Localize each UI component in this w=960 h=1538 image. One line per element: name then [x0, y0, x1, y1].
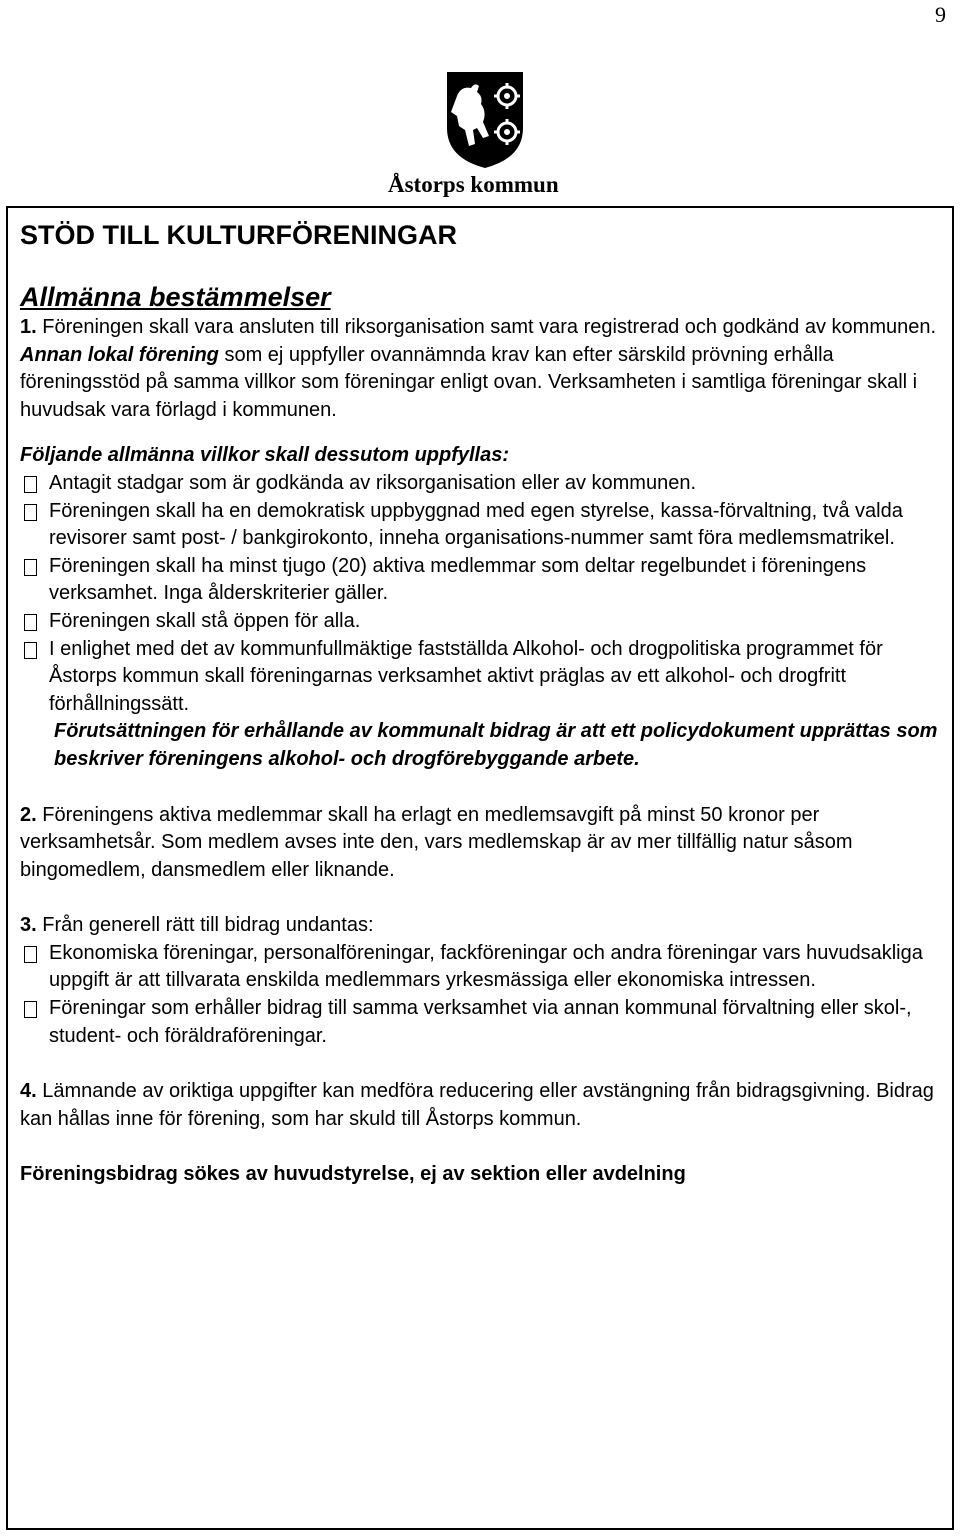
- document-title: STÖD TILL KULTURFÖRENINGAR: [20, 220, 457, 250]
- bullet-box-icon: [24, 614, 37, 631]
- bullet-box-icon: [24, 504, 37, 521]
- document-body: [20, 314, 940, 1189]
- conditions-heading: Följande allmänna villkor skall dessutom uppfyllas:: [20, 444, 510, 467]
- list-item: I enlighet med det av kommunfullmäktige fastställda Alkohol- och drogpolitiska programmet för Åstorps kommun skall föreningarnas verksamhet aktivt präglas av ett alkohol- och drogfritt förhållningssätt.: [20, 636, 940, 719]
- paragraph-number: 3.: [20, 914, 37, 937]
- paragraph-number: 1.: [20, 316, 37, 338]
- list-item: Föreningar som erhåller bidrag till samma verksamhet via annan kommunal förvaltning eller skol-, student- och föräldraföreningar.: [20, 995, 940, 1050]
- bullet-box-icon: [24, 559, 37, 576]
- municipal-crest-icon: [443, 70, 527, 170]
- bullet-box-icon: [24, 946, 37, 963]
- paragraph-number: 2.: [20, 803, 37, 826]
- bullet-box-icon: [24, 476, 37, 493]
- bullet-box-icon: [24, 1001, 37, 1018]
- bullet-box-icon: [24, 642, 37, 659]
- paragraph-2: 2. Föreningens aktiva medlemmar skall ha erlagt en medlemsavgift på minst 50 kronor per verksamhetsår. Som medlem avses inte den, vars medlemskap är av mer tillfällig natur såsom bingomedlem, dansmedlem eller liknande.: [20, 803, 853, 881]
- paragraph-3: 3. Från generell rätt till bidrag undantas:: [20, 914, 374, 937]
- final-note: Föreningsbidrag sökes av huvudstyrelse, ej av sektion eller avdelning: [20, 1163, 686, 1186]
- emphasis: Annan lokal förening: [20, 343, 219, 366]
- list-item: Ekonomiska föreningar, personalföreningar, fackföreningar och andra föreningar vars huvudsakliga uppgift är att tillvarata enskilda medlemmars yrkesmässiga eller ekonomiska intressen.: [20, 940, 940, 995]
- section-heading: Allmänna bestämmelser: [20, 282, 331, 312]
- list-item: Föreningen skall stå öppen för alla.: [20, 608, 940, 636]
- paragraph-number: 4.: [20, 1080, 37, 1103]
- paragraph-1: 1. Föreningen skall vara ansluten till riksorganisation samt vara registrerad och godkänd av kommunen. Annan lokal förening som ej uppfyller ovannämnda krav kan efter särskild prövning erhålla föreningsstöd på samma villkor som föreningar enligt ovan. Verksamheten i samtliga föreningar skall i huvudsak vara förlagd i kommunen.: [20, 316, 937, 421]
- policy-note: Förutsättningen för erhållande av kommunalt bidrag är att ett policydokument upprättas som beskriver föreningens alkohol- och drogförebyggande arbete.: [54, 720, 938, 770]
- page-number: 9: [935, 2, 946, 27]
- list-item: Föreningen skall ha minst tjugo (20) aktiva medlemmar som deltar regelbundet i föreningens verksamhet. Inga ålderskriterier gäller.: [20, 553, 940, 608]
- list-item: Antagit stadgar som är godkända av riksorganisation eller av kommunen.: [20, 470, 940, 498]
- municipality-name: Åstorps kommun: [388, 172, 559, 197]
- list-item: Föreningen skall ha en demokratisk uppbyggnad med egen styrelse, kassa-förvaltning, två valda revisorer samt post- / bankgirokonto, inneha organisations-nummer samt föra medlemsmatrikel.: [20, 498, 940, 553]
- paragraph-4: 4. Lämnande av oriktiga uppgifter kan medföra reducering eller avstängning från bidragsgivning. Bidrag kan hållas inne för förening, som har skuld till Åstorps kommun.: [20, 1080, 934, 1130]
